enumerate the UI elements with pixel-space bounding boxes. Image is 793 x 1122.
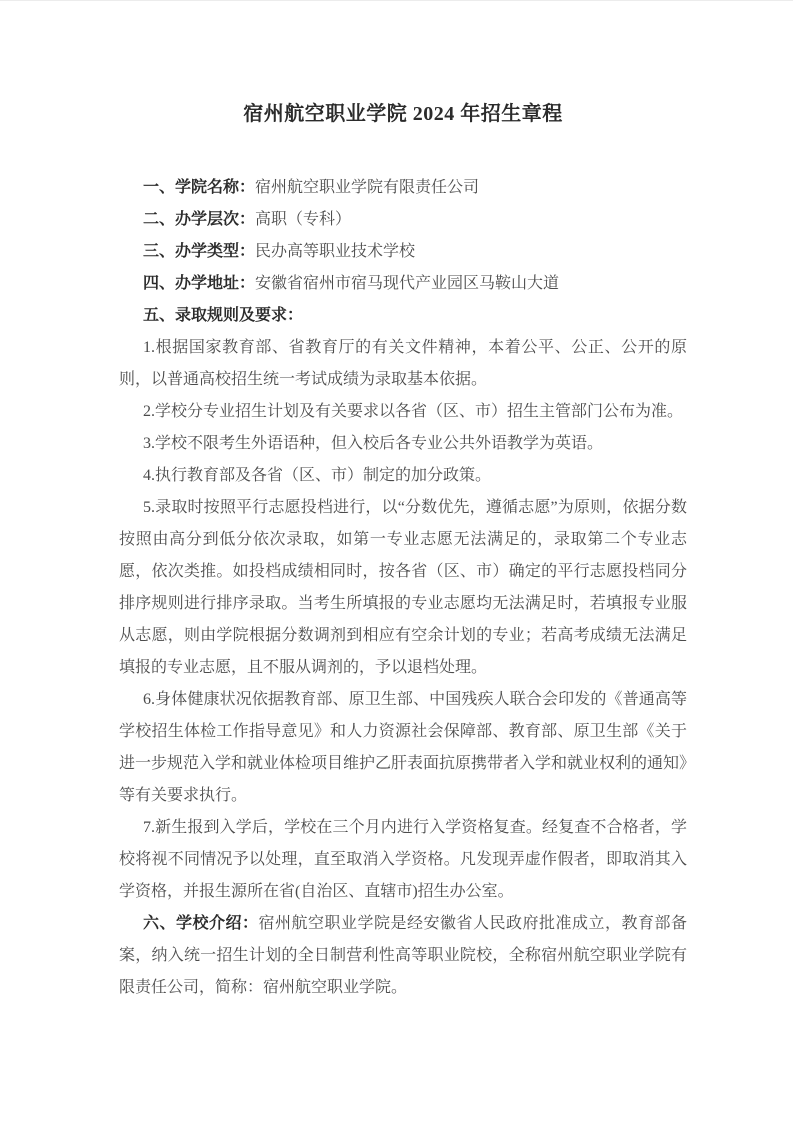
paragraph-label: 五、录取规则及要求： — [143, 307, 304, 324]
document-body — [119, 172, 687, 1004]
paragraph-label: 二、办学层次： — [143, 211, 256, 228]
paragraph-label: 六、学校介绍： — [143, 915, 259, 932]
paragraph — [119, 492, 687, 684]
paragraph-text: 安徽省宿州市宿马现代产业园区马鞍山大道 — [255, 275, 560, 292]
paragraph-label: 三、办学类型： — [143, 243, 256, 260]
paragraph-label: 四、办学地址： — [143, 275, 256, 292]
paragraph — [119, 684, 687, 812]
paragraph-label: 一、学院名称： — [143, 179, 256, 196]
paragraph-text: 1.根据国家教育部、省教育厅的有关文件精神，本着公平、公正、公开的原则，以普通高校招生统一考试成绩为录取基本依据。 — [119, 339, 687, 388]
paragraph-text: 宿州航空职业学院有限责任公司 — [255, 179, 480, 196]
paragraph — [119, 812, 687, 908]
paragraph — [119, 268, 687, 300]
paragraph — [119, 428, 687, 460]
paragraph — [119, 332, 687, 396]
paragraph — [119, 172, 687, 204]
paragraph-text: 3.学校不限考生外语语种，但入校后各专业公共外语教学为英语。 — [143, 435, 604, 452]
paragraph-text: 7.新生报到入学后，学校在三个月内进行入学资格复查。经复查不合格者，学校将视不同情况予以处理，直至取消入学资格。凡发现弄虚作假者，即取消其入学资格，并报生源所在省(自治区、直辖市)招生办公室。 — [119, 819, 687, 900]
paragraph — [119, 300, 687, 332]
paragraph — [119, 236, 687, 268]
page-top-edge — [0, 0, 793, 1]
paragraph-text: 宿州航空职业学院是经安徽省人民政府批准成立，教育部备案，纳入统一招生计划的全日制营利性高等职业院校，全称宿州航空职业学院有限责任公司，简称：宿州航空职业学院。 — [119, 915, 687, 996]
paragraph — [119, 460, 687, 492]
paragraph — [119, 396, 687, 428]
paragraph-text: 2.学校分专业招生计划及有关要求以各省（区、市）招生主管部门公布为准。 — [143, 403, 684, 420]
paragraph-text: 6.身体健康状况依据教育部、原卫生部、中国残疾人联合会印发的《普通高等学校招生体检工作指导意见》和人力资源社会保障部、教育部、原卫生部《关于进一步规范入学和就业体检项目维护乙肝表面抗原携带者入学和就业权利的通知》等有关要求执行。 — [119, 691, 688, 804]
document-title: 宿州航空职业学院 2024 年招生章程 — [243, 103, 563, 125]
paragraph-text: 5.录取时按照平行志愿投档进行，以“分数优先，遵循志愿”为原则，依据分数按照由高分到低分依次录取，如第一专业志愿无法满足的，录取第二个专业志愿，依次类推。如投档成绩相同时，按各省（区、市）确定的平行志愿投档同分排序规则进行排序录取。当考生所填报的专业志愿均无法满足时，若填报专业服从志愿，则由学院根据分数调剂到相应有空余计划的专业；若高考成绩无法满足填报的专业志愿，且不服从调剂的，予以退档处理。 — [119, 499, 687, 676]
paragraph — [119, 204, 687, 236]
paragraph-text: 民办高等职业技术学校 — [255, 243, 416, 260]
paragraph-text: 高职（专科） — [255, 211, 352, 228]
paragraph — [119, 908, 687, 1004]
paragraph-text: 4.执行教育部及各省（区、市）制定的加分政策。 — [143, 467, 492, 484]
